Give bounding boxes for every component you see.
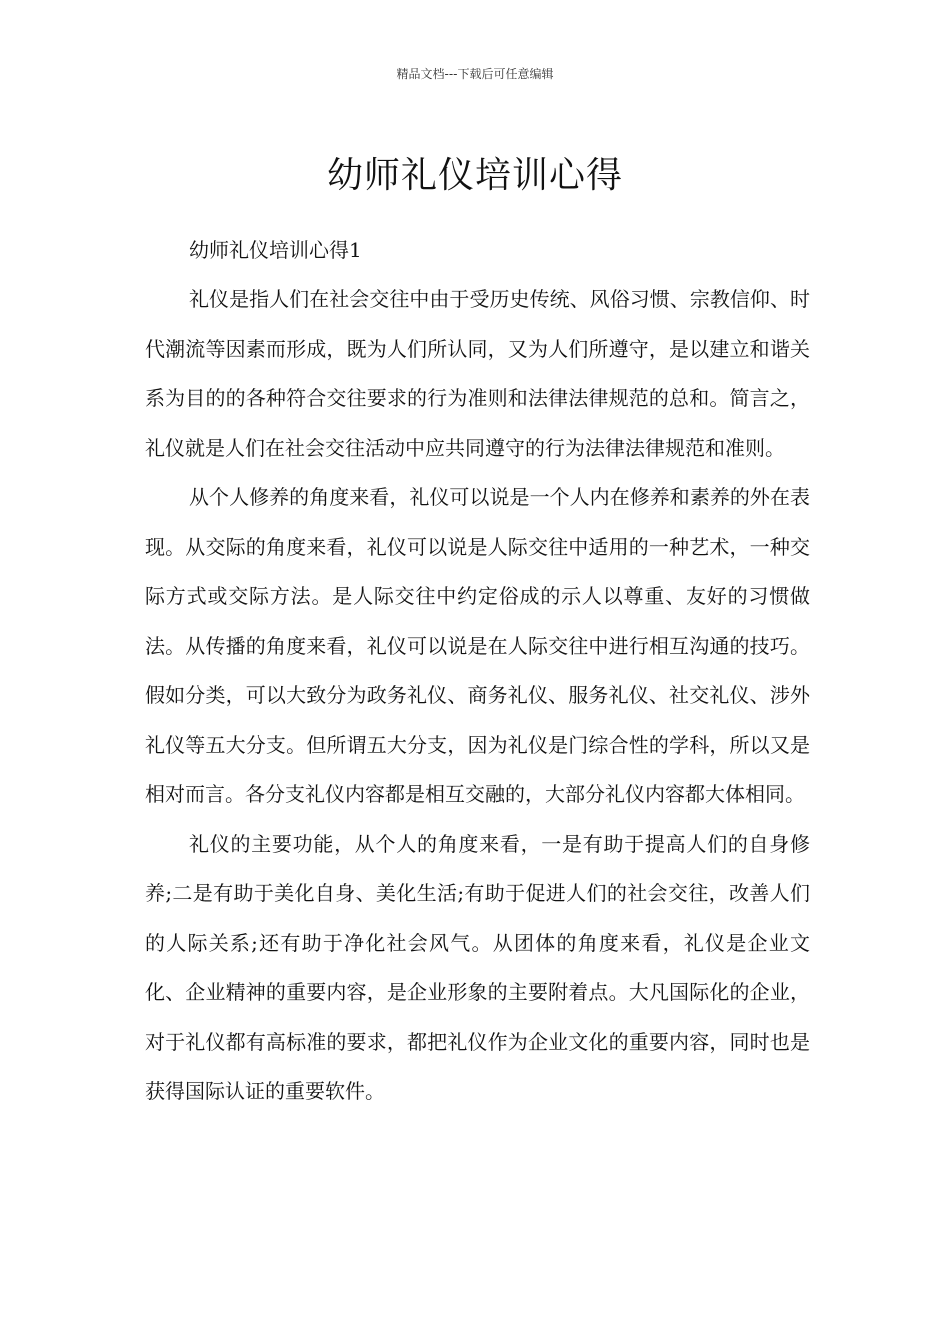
document-title: 幼师礼仪培训心得	[326, 155, 623, 197]
body-paragraph-3: 礼仪的主要功能，从个人的角度来看，一是有助于提高人们的自身修养;二是有助于美化自身、美化生活;有助于促进人们的社会交往，改善人们的人际关系;还有助于净化社会风气。从团体的角度来看，礼仪是企业文化、企业精神的重要内容，是企业形象的主要附着点。大凡国际化的企业，对于礼仪都有高标准的要求，都把礼仪作为企业文化的重要内容，同时也是获得国际认证的重要软件。	[145, 831, 810, 1103]
document-body	[145, 225, 810, 1117]
body-paragraph-1: 礼仪是指人们在社会交往中由于受历史传统、风俗习惯、宗教信仰、时代潮流等因素而形成，既为人们所认同，又为人们所遵守，是以建立和谐关系为目的的各种符合交往要求的行为准则和法律法律规范的总和。简言之，礼仪就是人们在社会交往活动中应共同遵守的行为法律法律规范和准则。	[145, 287, 810, 460]
section-heading: 幼师礼仪培训心得1	[189, 238, 362, 262]
header-note: 精品文档---下载后可任意编辑	[396, 67, 554, 81]
body-paragraph-2: 从个人修养的角度来看，礼仪可以说是一个人内在修养和素养的外在表现。从交际的角度来看，礼仪可以说是人际交往中适用的一种艺术，一种交际方式或交际方法。是人际交往中约定俗成的示人以尊重、友好的习惯做法。从传播的角度来看，礼仪可以说是在人际交往中进行相互沟通的技巧。假如分类，可以大致分为政务礼仪、商务礼仪、服务礼仪、社交礼仪、涉外礼仪等五大分支。但所谓五大分支，因为礼仪是门综合性的学科，所以又是相对而言。各分支礼仪内容都是相互交融的，大部分礼仪内容都大体相同。	[145, 485, 810, 806]
